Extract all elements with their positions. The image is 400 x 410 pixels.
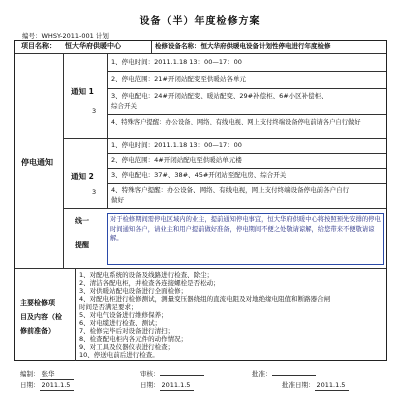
notice1-row: 4、特殊客户提醒：办公设备、网络、有线电视、网上支付终端设备停电前请各户自行做好	[111, 119, 361, 126]
content-item: 时间是否满足要求；	[79, 303, 138, 311]
approved-date-label: 批准日期：	[282, 381, 315, 389]
outage-notice-label: 停电通知	[21, 158, 53, 167]
equipment-name: 检修设备名称：恒大华府供暖电设备计划性停电进行年度检修	[155, 42, 331, 50]
content-item: 5、对电气设备进行维修保养；	[79, 311, 168, 319]
prepared-date	[20, 381, 74, 391]
content-item: 6、对电缆进行检查、测试；	[79, 319, 162, 327]
reviewed-by	[140, 370, 204, 379]
col-divider	[75, 268, 76, 361]
notice2-row: 1、停电时间：2011.1.18 13：00—17：00	[111, 141, 242, 149]
document-title: 设备（半）年度检修方案	[139, 16, 261, 27]
item-number: 3	[92, 107, 97, 115]
content-item: 9、对工具及仪器仪表进行检查；	[79, 343, 175, 351]
reviewed-date-value: 2011.1.5	[160, 381, 194, 391]
notice-2-label: 通知 2	[71, 172, 94, 181]
col-divider	[107, 53, 108, 208]
reviewed-name	[160, 375, 204, 376]
content-item: 7、检修完毕后对设备进行清扫；	[79, 327, 175, 335]
content-title-line: 目及内容（检	[20, 313, 62, 321]
row-divider	[107, 183, 386, 184]
plan-table	[14, 40, 387, 361]
project-value: 恒大华府供暖中心	[65, 42, 121, 50]
prepared-label: 编制：	[20, 370, 40, 378]
notice2-row: 2、停电范围：4#开闭站配电至供暖站单元楼	[111, 156, 242, 164]
approved-date	[282, 381, 349, 391]
content-item: 8、检查配电柜内各元件的动作情况；	[79, 335, 188, 343]
row-divider	[15, 268, 386, 269]
prepared-date-value: 2011.1.5	[40, 381, 74, 391]
prepared-name: 张华	[40, 370, 74, 380]
content-item: 1、对配电系统的设备及线路进行检查、除尘；	[79, 271, 214, 279]
notice2-row: 4、特殊客户提醒：办公设备、网络、有线电视，网上支付终端设备停电前各户自行	[111, 186, 350, 194]
col-divider	[151, 41, 152, 53]
row-divider	[107, 153, 386, 154]
approved-by	[252, 370, 316, 379]
reviewed-date-label: 日期：	[140, 381, 160, 389]
prepared-by	[20, 370, 74, 380]
prepared-date-label: 日期：	[20, 381, 40, 389]
reviewed-date	[140, 381, 194, 391]
notice2-row: 做好	[111, 196, 124, 204]
notice1-row: 1、停电时间：2011.1.18 13：00—17：00	[111, 58, 242, 66]
notice1-row: 3、停电配电：24#开闭站配变、暖站配变、29#补偿柜、6#小区补偿柜、	[111, 92, 328, 100]
content-title-line: 修前准备）	[20, 327, 55, 335]
content-item: 4、对配电柜进行检修测试，测量变压器绕组的直流电阻及对地绝缘电阻值和断路器合闸	[79, 295, 331, 303]
line-label: 线一	[75, 217, 89, 225]
document-number: 编号：WHSY-2011-001 计划	[22, 32, 109, 40]
row-divider	[15, 53, 386, 54]
col-divider	[63, 53, 64, 268]
notice2-row: 3、停电配电：37#、38#、45#开闭站至配电房、综合开关	[111, 171, 287, 179]
approved-label: 批准：	[252, 370, 272, 378]
row-divider	[107, 168, 386, 169]
project-label: 项目名称：	[21, 42, 56, 50]
notice-1-label: 通知 1	[71, 87, 94, 96]
item-number: 3	[92, 188, 97, 196]
row-divider	[63, 208, 386, 209]
row-divider	[107, 71, 386, 72]
content-title-line: 主要检修项	[20, 299, 55, 307]
row-divider	[107, 88, 386, 89]
approved-date-value: 2011.1.5	[315, 381, 349, 391]
content-item: 2、清洁各配电柜，并检查各连接螺栓是否松动；	[79, 279, 220, 287]
row-divider	[63, 138, 386, 139]
reviewed-label: 审核：	[140, 370, 160, 378]
reminder-text: 对于检修期间需停电区域内的业主，提前通知停电事宜，恒大华府供暖中心将按照预先安排的停电时间通知各户，请业主和用户提前做好准备，停电期间不便之处敬请谅解，给您带来不便敬请谅解。	[110, 216, 381, 242]
approved-name	[272, 375, 316, 376]
notice1-row: 2、停电范围：21#开闭站配变至供暖站各单元	[111, 75, 246, 83]
content-item: 10、停送电前后进行检查。	[79, 351, 159, 359]
row-divider	[107, 114, 386, 115]
reminder-label: 提醒	[75, 241, 89, 249]
notice1-row: 综合开关	[111, 102, 137, 110]
content-item: 3、对供暖站配电设备进行全面检修；	[79, 287, 188, 295]
